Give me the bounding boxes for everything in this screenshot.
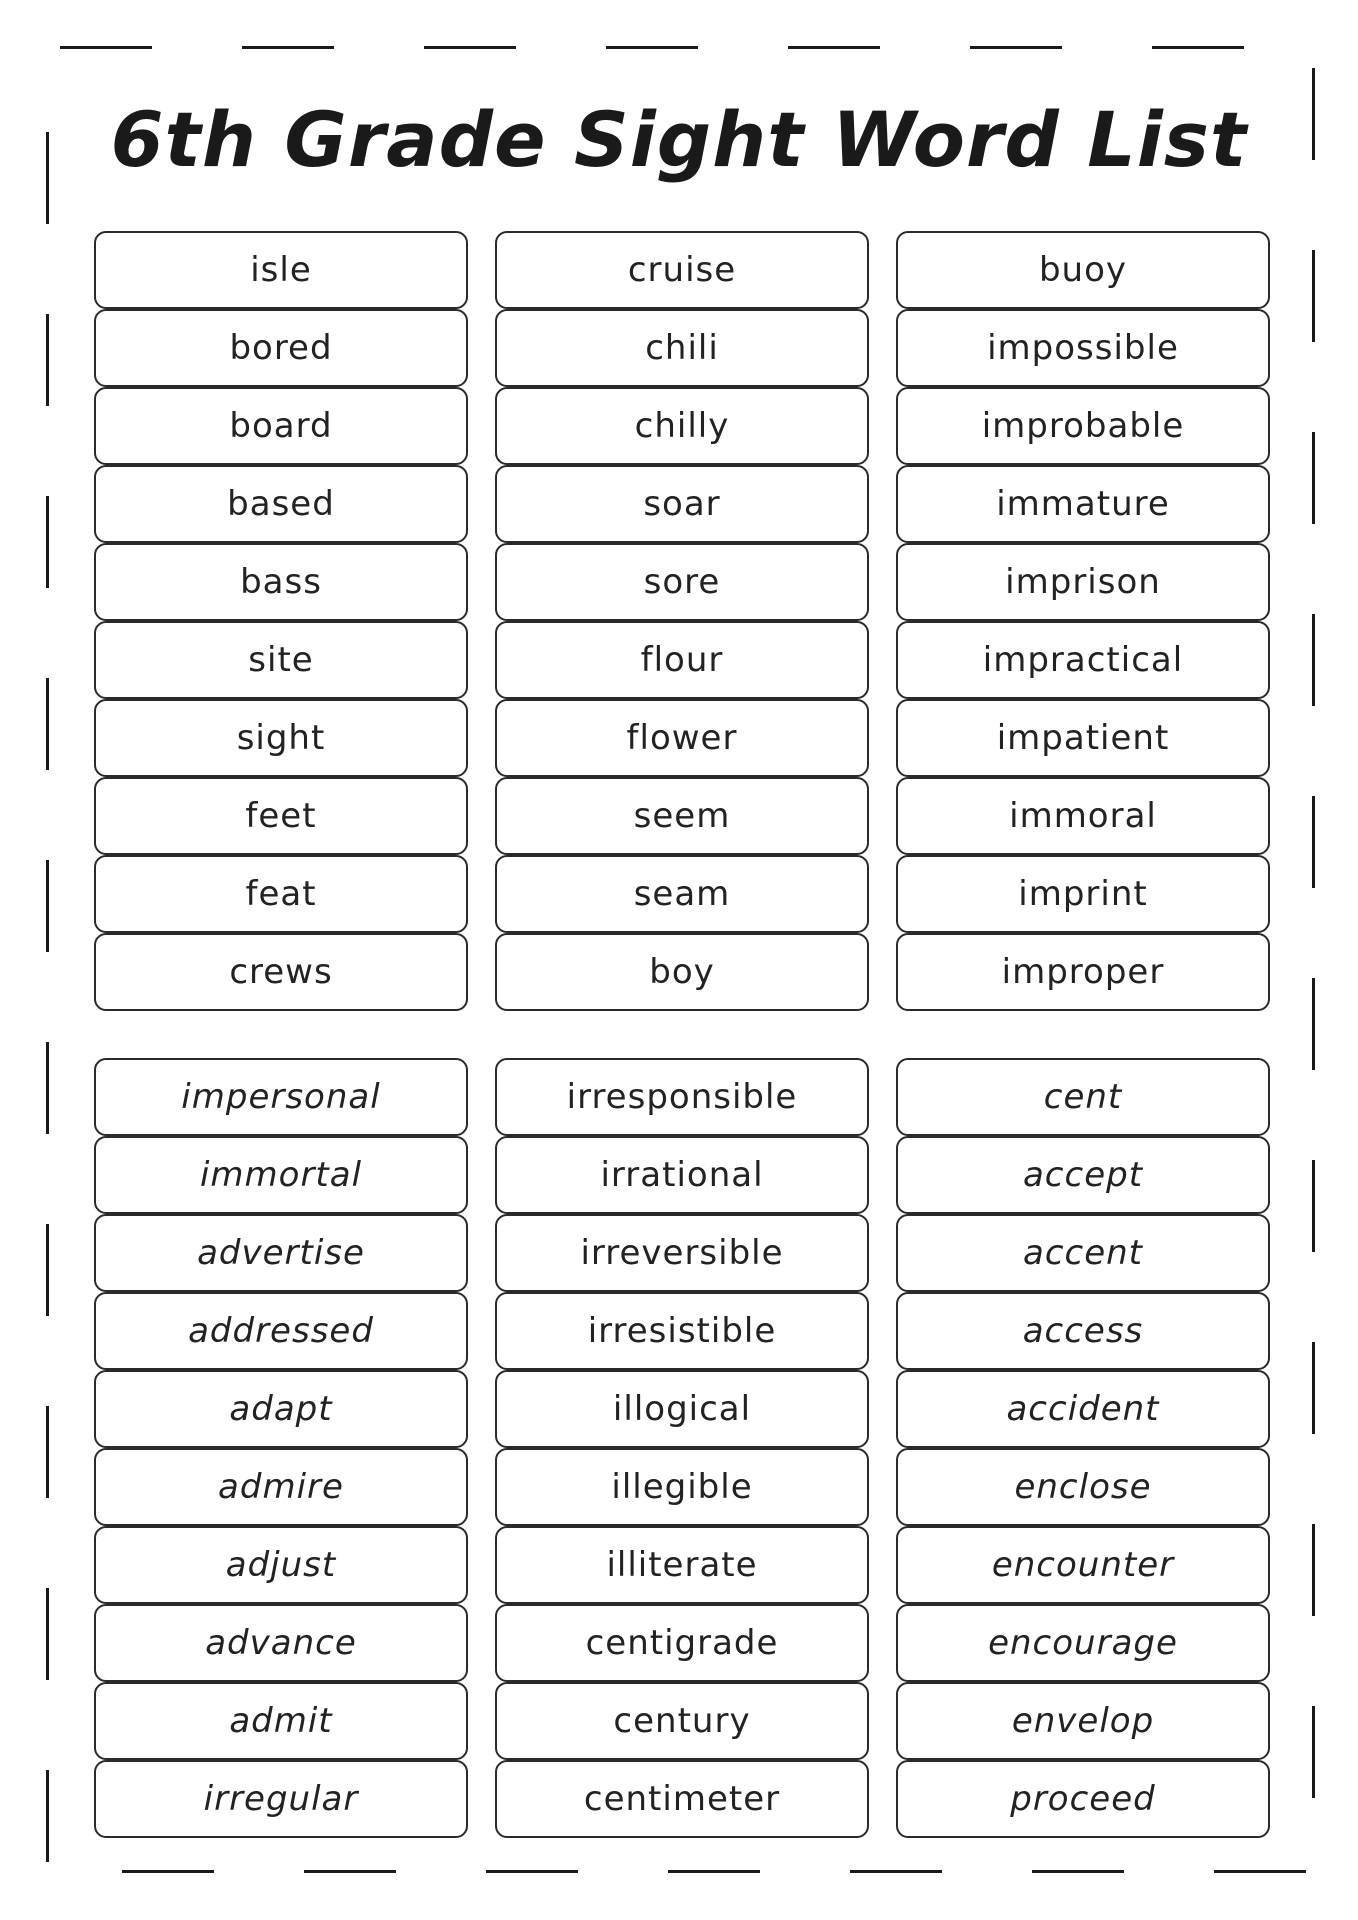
word-cell: adjust [94, 1526, 468, 1604]
border-dash-top [606, 46, 698, 49]
page-title: 6th Grade Sight Word List [110, 95, 1248, 184]
border-dash-left [46, 1770, 49, 1862]
border-dash-left [46, 860, 49, 952]
border-dash-left [46, 496, 49, 588]
border-dash-top [424, 46, 516, 49]
word-cell: board [94, 387, 468, 465]
word-cell: advertise [94, 1214, 468, 1292]
word-cell: illogical [495, 1370, 869, 1448]
word-cell: soar [495, 465, 869, 543]
word-cell: accept [896, 1136, 1270, 1214]
word-cell: sore [495, 543, 869, 621]
word-cell: illiterate [495, 1526, 869, 1604]
word-cell: isle [94, 231, 468, 309]
word-column-5 [495, 1058, 869, 1838]
border-dash-left [46, 1406, 49, 1498]
word-cell: encourage [896, 1604, 1270, 1682]
word-cell: site [94, 621, 468, 699]
word-cell: addressed [94, 1292, 468, 1370]
word-cell: feat [94, 855, 468, 933]
word-cell: irresistible [495, 1292, 869, 1370]
word-cell: improper [896, 933, 1270, 1011]
word-cell: advance [94, 1604, 468, 1682]
word-cell: proceed [896, 1760, 1270, 1838]
border-dash-bottom [122, 1870, 214, 1873]
word-cell: admire [94, 1448, 468, 1526]
border-dash-bottom [486, 1870, 578, 1873]
word-cell: imprison [896, 543, 1270, 621]
border-dash-right [1312, 1706, 1315, 1798]
word-cell: cruise [495, 231, 869, 309]
word-cell: impersonal [94, 1058, 468, 1136]
border-dash-left [46, 1042, 49, 1134]
border-dash-right [1312, 432, 1315, 524]
border-dash-right [1312, 796, 1315, 888]
word-cell: boy [495, 933, 869, 1011]
border-dash-right [1312, 250, 1315, 342]
word-cell: impossible [896, 309, 1270, 387]
border-dash-bottom [1032, 1870, 1124, 1873]
word-cell: irregular [94, 1760, 468, 1838]
word-column-2 [495, 231, 869, 1011]
word-column-4 [94, 1058, 468, 1838]
word-cell: centimeter [495, 1760, 869, 1838]
border-dash-right [1312, 1342, 1315, 1434]
word-cell: improbable [896, 387, 1270, 465]
word-cell: flour [495, 621, 869, 699]
word-cell: imprint [896, 855, 1270, 933]
word-cell: immature [896, 465, 1270, 543]
word-cell: sight [94, 699, 468, 777]
word-cell: seem [495, 777, 869, 855]
word-cell: accent [896, 1214, 1270, 1292]
word-column-3 [896, 231, 1270, 1011]
border-dash-top [1152, 46, 1244, 49]
word-cell: flower [495, 699, 869, 777]
word-cell: seam [495, 855, 869, 933]
word-cell: centigrade [495, 1604, 869, 1682]
word-cell: chili [495, 309, 869, 387]
word-cell: crews [94, 933, 468, 1011]
border-dash-top [970, 46, 1062, 49]
border-dash-bottom [850, 1870, 942, 1873]
border-dash-right [1312, 614, 1315, 706]
word-cell: enclose [896, 1448, 1270, 1526]
border-dash-top [788, 46, 880, 49]
word-cell: irresponsible [495, 1058, 869, 1136]
border-dash-top [242, 46, 334, 49]
word-cell: access [896, 1292, 1270, 1370]
border-dash-left [46, 678, 49, 770]
border-dash-bottom [668, 1870, 760, 1873]
word-cell: buoy [896, 231, 1270, 309]
word-column-6 [896, 1058, 1270, 1838]
word-cell: immoral [896, 777, 1270, 855]
word-cell: chilly [495, 387, 869, 465]
word-cell: immortal [94, 1136, 468, 1214]
border-dash-bottom [304, 1870, 396, 1873]
word-cell: feet [94, 777, 468, 855]
word-cell: illegible [495, 1448, 869, 1526]
word-cell: bass [94, 543, 468, 621]
word-cell: encounter [896, 1526, 1270, 1604]
border-dash-top [60, 46, 152, 49]
word-cell: century [495, 1682, 869, 1760]
word-cell: envelop [896, 1682, 1270, 1760]
border-dash-right [1312, 1524, 1315, 1616]
word-cell: cent [896, 1058, 1270, 1136]
word-column-1 [94, 231, 468, 1011]
word-cell: irrational [495, 1136, 869, 1214]
border-dash-right [1312, 978, 1315, 1070]
word-cell: bored [94, 309, 468, 387]
border-dash-right [1312, 1160, 1315, 1252]
border-dash-left [46, 1588, 49, 1680]
word-cell: impatient [896, 699, 1270, 777]
border-dash-left [46, 314, 49, 406]
border-dash-left [46, 1224, 49, 1316]
word-cell: based [94, 465, 468, 543]
word-cell: admit [94, 1682, 468, 1760]
word-cell: irreversible [495, 1214, 869, 1292]
word-cell: adapt [94, 1370, 468, 1448]
border-dash-bottom [1214, 1870, 1306, 1873]
word-cell: accident [896, 1370, 1270, 1448]
word-cell: impractical [896, 621, 1270, 699]
